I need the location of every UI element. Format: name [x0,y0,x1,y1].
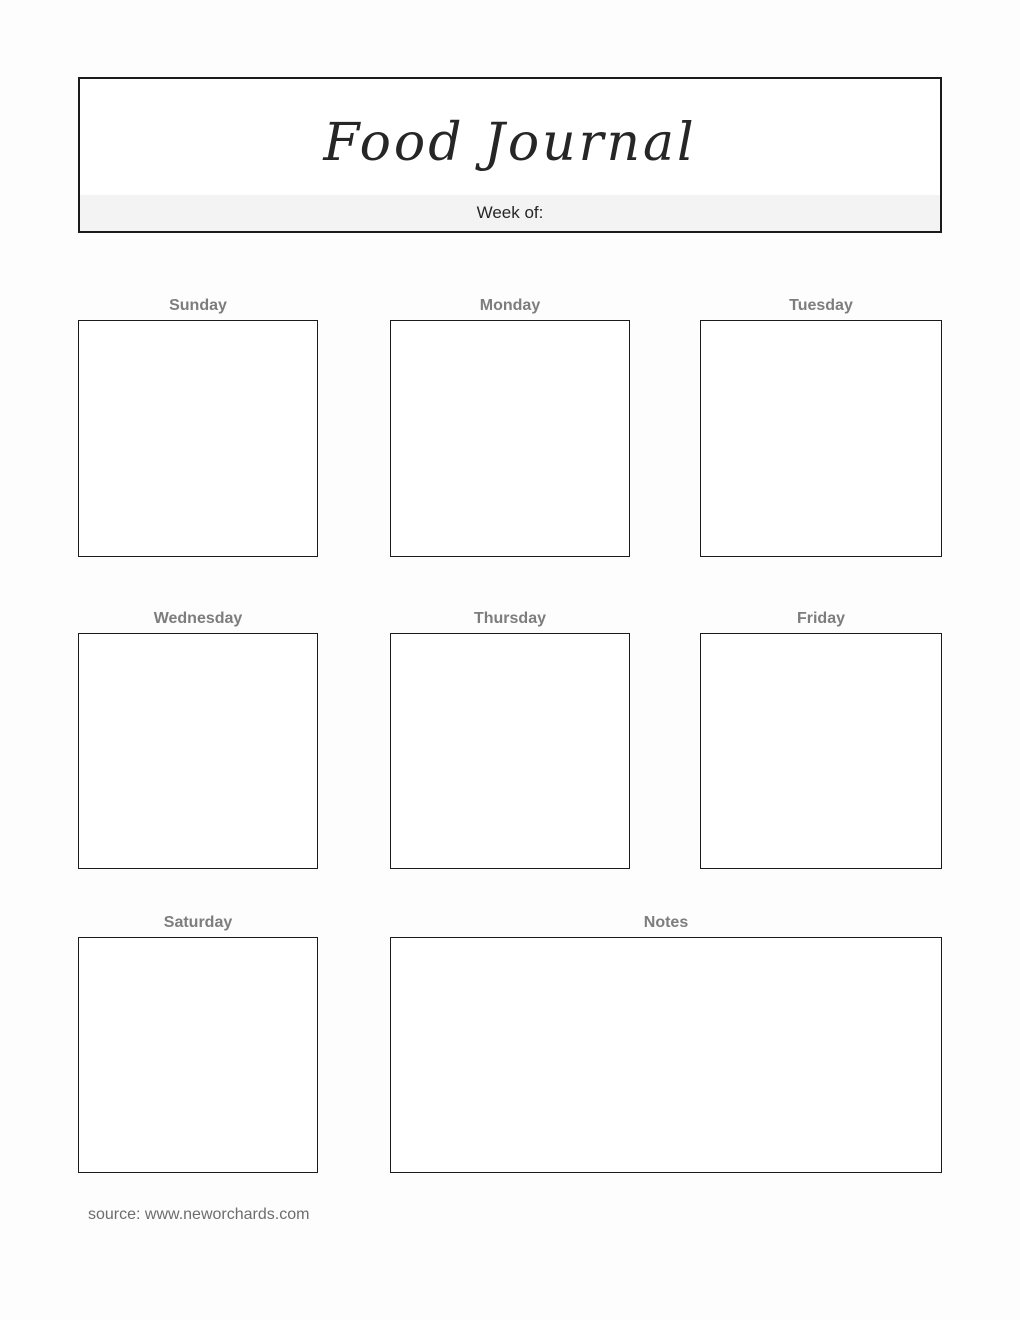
day-entry-box-friday [700,633,942,869]
source-credit: source: www.neworchards.com [88,1206,310,1223]
day-label-monday: Monday [479,297,541,314]
day-section-tuesday [700,296,942,557]
day-section-wednesday [78,609,318,869]
day-label-wednesday: Wednesday [153,610,243,627]
notes-label: Notes [643,914,689,931]
week-of-band [80,195,940,231]
day-section-sunday [78,296,318,557]
day-entry-box-wednesday [78,633,318,869]
notes-box [390,937,942,1173]
day-entry-box-saturday [78,937,318,1173]
day-label-tuesday: Tuesday [789,297,853,314]
page-title: Food Journal [323,113,697,173]
day-section-thursday [390,609,630,869]
day-entry-box-thursday [390,633,630,869]
day-section-friday [700,609,942,869]
day-label-friday: Friday [796,610,845,627]
notes-section [390,913,942,1173]
day-entry-box-sunday [78,320,318,557]
week-of-label: Week of: [476,203,544,222]
day-label-sunday: Sunday [169,297,227,314]
day-label-thursday: Thursday [473,610,546,627]
header-box [78,77,942,233]
day-label-saturday: Saturday [163,914,233,931]
day-section-saturday [78,913,318,1173]
day-entry-box-tuesday [700,320,942,557]
day-section-monday [390,296,630,557]
day-entry-box-monday [390,320,630,557]
